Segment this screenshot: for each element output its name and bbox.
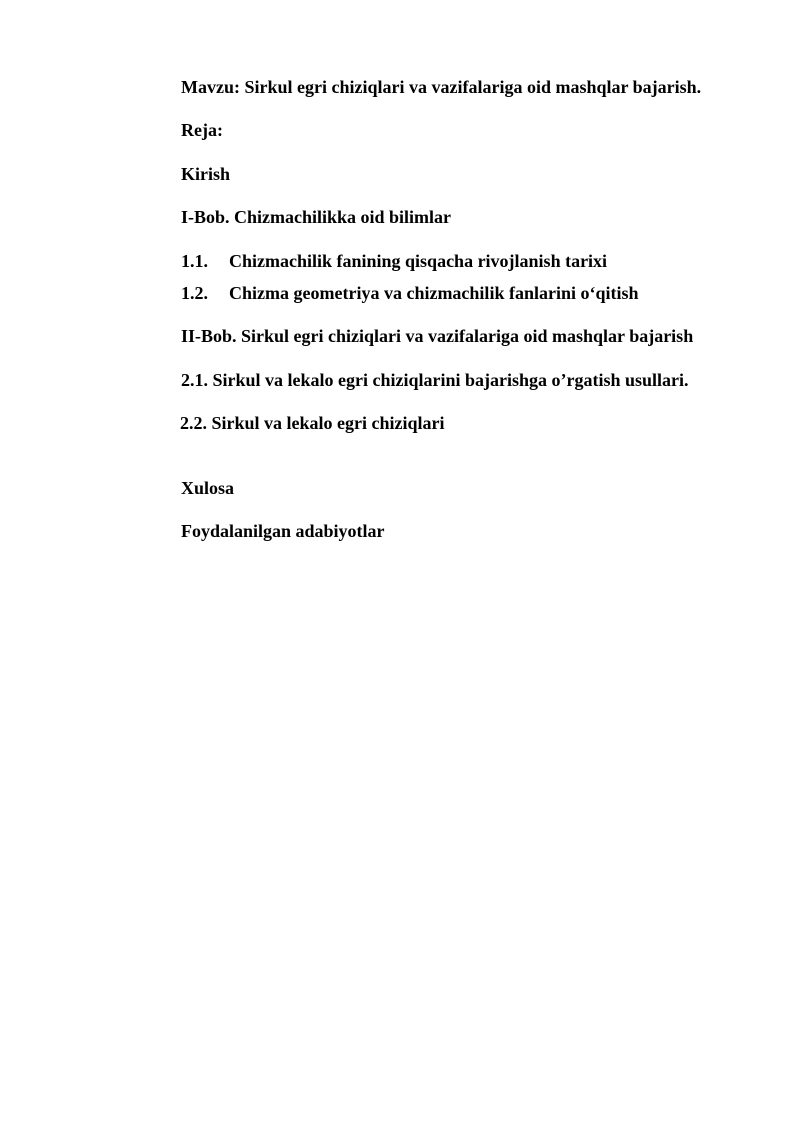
toc-section-1-2 [181, 282, 638, 304]
toc-section-2-1: 2.1. Sirkul va lekalo egri chiziqlarini bajarishga o’rgatish usullari. [181, 370, 689, 390]
toc-section-2-2: 2.2. Sirkul va lekalo egri chiziqlari [180, 413, 445, 433]
toc-chapter-1: I-Bob. Chizmachilikka oid bilimlar [181, 207, 452, 227]
section-number: 1.2. [181, 283, 208, 303]
plan-heading: Reja: [181, 120, 223, 140]
toc-intro: Kirish [181, 164, 231, 184]
toc-conclusion: Xulosa [181, 478, 235, 498]
section-title: Chizmachilik fanining qisqacha rivojlanish tarixi [229, 251, 608, 271]
document-title: Mavzu: Sirkul egri chiziqlari va vazifalariga oid mashqlar bajarish. [181, 77, 702, 97]
section-title: Chizma geometriya va chizmachilik fanlarini o‘qitish [229, 283, 639, 303]
toc-references: Foydalanilgan adabiyotlar [181, 521, 385, 541]
toc-chapter-2: II-Bob. Sirkul egri chiziqlari va vazifalariga oid mashqlar bajarish [181, 326, 694, 346]
toc-section-1-1 [181, 250, 607, 272]
section-number: 1.1. [181, 251, 208, 271]
